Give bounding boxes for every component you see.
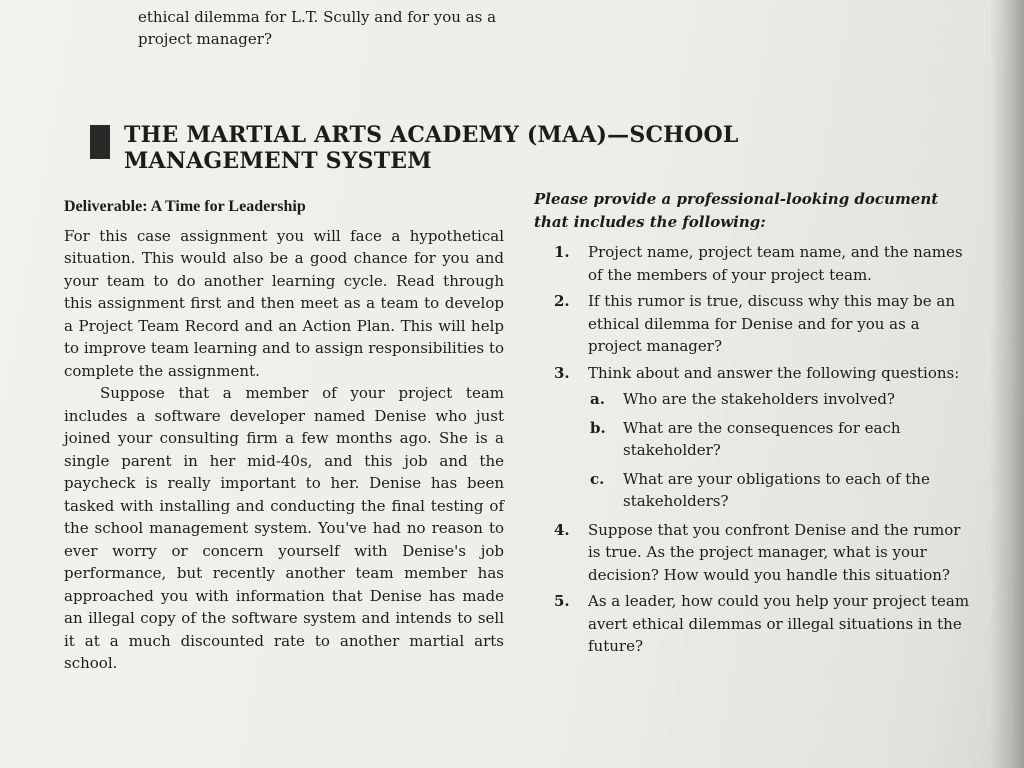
list-number: 5. [554,592,570,610]
sub-list-item [530,388,975,411]
sub-list-item [530,468,975,513]
instructions-intro: Please provide a professional-looking document that includes the following: [534,190,939,231]
sub-list-letter: a. [590,390,605,408]
sub-list-item [530,417,975,462]
intro-paragraph: For this case assignment you will face a hypothetical situation. This would also be a good chance for you and your team to do another learning cycle. Read through this assignment first and then meet as a team to develop a Project Team Record and an Action Plan. This will help to improve team learning and to assign responsibilities to complete the assignment. [64,226,504,380]
scenario-paragraph: Suppose that a member of your project team includes a software developer named Denise who just joined your consulting firm a few months ago. She is a single parent in her mid-40s, and this job and the paycheck is really important to her. Denise has been tasked with installing and conducting the final testing of the school management system. You've had no reason to ever worry or concern yourself with Denise's job performance, but recently another team member has approached you with information that Denise has made an illegal copy of the software system and intends to sell it at a much discounted rate to another martial arts school. [64,384,504,672]
list-item-text: Project name, project team name, and the names of the members of your project team. [588,243,963,284]
right-column [530,188,975,662]
list-item [530,241,975,286]
list-number: 3. [554,363,570,382]
deliverable-heading: Deliverable: A Time for Leadership [64,198,306,215]
list-item [530,519,975,587]
section-title [124,122,824,174]
sub-list-letter: b. [590,418,606,437]
list-number: 1. [554,243,570,261]
sub-list-text: What are your obligations to each of the stakeholders? [623,469,930,510]
left-column [64,196,504,675]
fragment-line-2: project manager? [138,30,272,48]
list-item-text: As a leader, how could you help your project team avert ethical dilemmas or illegal situations in the future? [588,592,970,655]
fragment-line-1: ethical dilemma for L.T. Scully and for you as a [138,8,497,26]
sub-list-letter: c. [590,469,605,488]
list-item [530,590,975,658]
list-item [530,362,975,385]
list-item-text: If this rumor is true, discuss why this may be an ethical dilemma for Denise and for you as a project manager? [588,292,956,355]
section-marker-bar [90,125,110,159]
list-number: 4. [554,520,570,539]
sub-list-text: What are the consequences for each stakeholder? [623,418,901,459]
list-item [530,290,975,358]
section-title-line-2: MANAGEMENT SYSTEM [124,148,432,174]
previous-question-fragment [138,6,558,50]
page-edge-shadow [990,0,1024,768]
list-item-text: Suppose that you confront Denise and the rumor is true. As the project manager, what is your decision? How would you handle this situation? [588,520,961,584]
list-item-text: Think about and answer the following questions: [588,363,960,382]
list-number: 2. [554,292,570,310]
section-title-line-1: THE MARTIAL ARTS ACADEMY (MAA)—SCHOOL [124,122,739,148]
sub-list-text: Who are the stakeholders involved? [623,390,895,408]
